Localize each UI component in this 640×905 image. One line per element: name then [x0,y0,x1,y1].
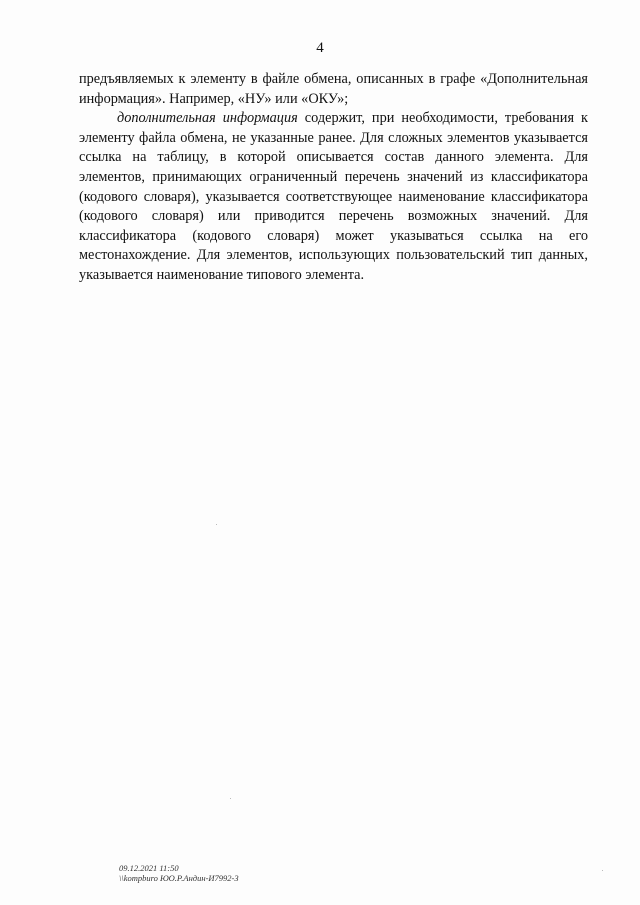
paragraph-additional-info-text: содержит, при необходимости, требования к элементу файла обмена, не указанные ранее. Для сложных элементов указывается ссылка на таблицу, в которой описывается состав данного элемента. Для элементов, принимающих ограниченный перечень значений из классификатора (кодового словаря), указывается соответствующее наименование классификатора (кодового словаря) или приводится перечень возможных значений. Для классификатора (кодового словаря) может указываться ссылка на его местонахождение. Для элементов, использующих пользовательский тип данных, указывается наименование типового элемента. [79,110,588,283]
paragraph-continuation: предъявляемых к элементу в файле обмена, описанных в графе «Дополнительная информация». Например, «НУ» или «ОКУ»; [79,71,588,107]
footer-timestamp: 09.12.2021 11:50 [119,863,179,873]
footer-document-ref: \\kompburo ЮО.Р.Андин-И7992-3 [119,873,239,883]
paragraph-additional-info [79,109,588,285]
body-text [79,70,588,286]
scan-speck [230,798,231,799]
page-number: 4 [316,40,324,56]
term-additional-info: дополнительная информация [117,110,298,127]
footer-stamp [119,863,239,883]
scan-speck [216,524,217,525]
scan-speck [602,870,603,871]
